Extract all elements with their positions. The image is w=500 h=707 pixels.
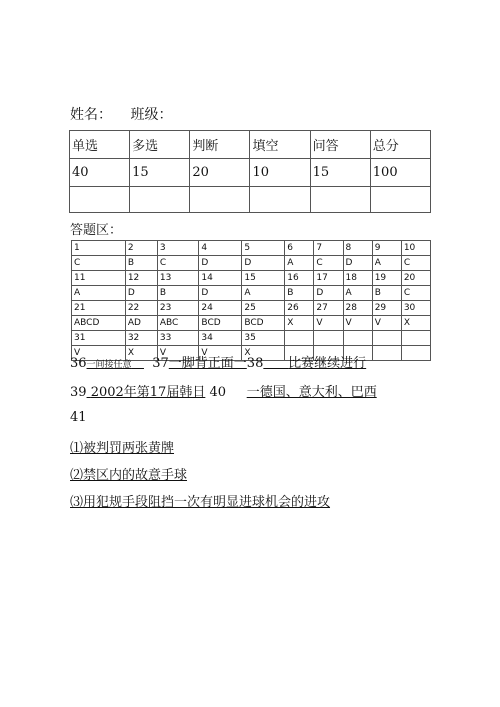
answer-grid-cell: 13 (157, 271, 199, 286)
answer-grid-cell: 3 (157, 241, 199, 256)
answer-grid-cell: B (372, 286, 401, 301)
answer-grid-cell: 19 (372, 271, 401, 286)
fill-line-36-38 (70, 352, 366, 371)
score-value-cell: 10 (250, 159, 310, 187)
answer-grid-cell: 14 (199, 271, 242, 286)
answer-grid-row (72, 331, 431, 346)
answer-grid-cell: 24 (199, 301, 242, 316)
q39-answer: 2002年第17届韩日 (90, 385, 206, 400)
answer-grid-cell: 31 (72, 331, 126, 346)
answer-grid-cell: 10 (401, 241, 430, 256)
score-blank-cell (190, 187, 250, 213)
answer-grid-cell: A (242, 286, 285, 301)
q38-answer: 比赛继续进行 (288, 356, 367, 371)
answer-grid-cell: 27 (314, 301, 343, 316)
answer-grid-cell: ABCD (72, 316, 126, 331)
answer-grid-cell: 20 (401, 271, 430, 286)
score-header-cell: 多选 (130, 131, 190, 159)
answer-grid-cell (343, 331, 372, 346)
answer-grid-row (72, 241, 431, 256)
q40-number: 40 (209, 385, 227, 400)
answer-grid-cell: C (401, 256, 430, 271)
answer-grid-cell: 34 (199, 331, 242, 346)
answer-grid-cell: ABC (157, 316, 199, 331)
answer-grid-cell: B (157, 286, 199, 301)
score-value-cell: 15 (310, 159, 370, 187)
answer-grid-cell: 15 (242, 271, 285, 286)
answer-grid-cell: 2 (125, 241, 157, 256)
score-value-cell: 40 (70, 159, 130, 187)
answer-grid-cell: C (401, 286, 430, 301)
answer-grid-cell: 18 (343, 271, 372, 286)
q37-number: 37 (152, 356, 169, 371)
answer-grid-cell: 29 (372, 301, 401, 316)
answer-grid-cell: X (242, 346, 285, 361)
q36-number: 36 (70, 356, 87, 371)
answer-grid-cell: 16 (285, 271, 314, 286)
answer-area-label: 答题区： (70, 223, 123, 238)
answer-grid-cell (285, 331, 314, 346)
answer-grid-cell (401, 346, 430, 361)
answer-grid-cell: D (199, 286, 242, 301)
answer-grid-cell: 35 (242, 331, 285, 346)
q40-answer: 一德国、意大利、巴西 (246, 385, 377, 400)
answer-grid-row (72, 301, 431, 316)
score-header-cell: 问答 (310, 131, 370, 159)
score-header-cell: 总分 (370, 131, 430, 159)
answer-grid-cell: C (157, 256, 199, 271)
answer-grid-cell: X (285, 316, 314, 331)
answer-grid-cell: 23 (157, 301, 199, 316)
answer-grid-cell: 9 (372, 241, 401, 256)
answer-grid-cell: D (343, 256, 372, 271)
answer-grid-cell: B (285, 286, 314, 301)
q36-answer: 一间接任意 (86, 360, 132, 370)
answer-grid-cell: 7 (314, 241, 343, 256)
answer-grid-cell: 11 (72, 271, 126, 286)
answer-grid-row (72, 286, 431, 301)
q38-number: 38 (246, 356, 264, 371)
answer-grid-row (72, 316, 431, 331)
answer-grid-cell: BCD (199, 316, 242, 331)
score-blank-cell (130, 187, 190, 213)
answer-grid-cell: 6 (285, 241, 314, 256)
answer-grid-cell: A (343, 286, 372, 301)
fill-line-39-40 (70, 381, 377, 400)
answer-grid-cell: V (343, 316, 372, 331)
answer-grid-cell: V (72, 346, 126, 361)
answer-grid-row (72, 271, 431, 286)
name-label: 姓名： (70, 107, 112, 123)
answer-grid-cell: B (125, 256, 157, 271)
answer-grid-cell: V (157, 346, 199, 361)
answer-grid-cell: BCD (242, 316, 285, 331)
answer-grid-cell: 12 (125, 271, 157, 286)
score-value-cell: 20 (190, 159, 250, 187)
answer-grid-cell: 5 (242, 241, 285, 256)
class-label: 班级： (130, 107, 173, 123)
score-table (69, 130, 431, 213)
answer-grid-cell: V (199, 346, 242, 361)
score-blank-cell (370, 187, 430, 213)
answer-grid-cell: 21 (72, 301, 126, 316)
answer-grid-table (71, 240, 431, 361)
answer-grid-cell: AD (125, 316, 157, 331)
q41-item: ⑴被判罚两张黄牌 (70, 441, 175, 456)
answer-grid-cell: V (314, 316, 343, 331)
answer-grid-cell: 4 (199, 241, 242, 256)
score-blank-cell (70, 187, 130, 213)
answer-grid-cell: A (72, 286, 126, 301)
answer-grid-cell: D (314, 286, 343, 301)
student-info-line (70, 104, 186, 124)
answer-grid-cell: 28 (343, 301, 372, 316)
answer-grid-cell: 25 (242, 301, 285, 316)
answer-grid-row (72, 256, 431, 271)
q39-number: 39 (70, 385, 87, 400)
answer-grid-cell (372, 331, 401, 346)
answer-grid-cell: 8 (343, 241, 372, 256)
score-table-blank-row (70, 187, 431, 213)
answer-grid-cell: 26 (285, 301, 314, 316)
answer-grid-cell (314, 331, 343, 346)
score-table-header-row (70, 131, 431, 159)
answer-grid-cell: 33 (157, 331, 199, 346)
answer-grid-cell: V (372, 316, 401, 331)
score-value-cell: 15 (130, 159, 190, 187)
answer-grid-cell: 17 (314, 271, 343, 286)
score-table-value-row (70, 159, 431, 187)
answer-grid-cell: 30 (401, 301, 430, 316)
score-blank-cell (310, 187, 370, 213)
q41-item: ⑵禁区内的故意手球 (70, 468, 188, 483)
answer-grid-cell: A (285, 256, 314, 271)
score-header-cell: 判断 (190, 131, 250, 159)
answer-grid-cell: D (242, 256, 285, 271)
answer-grid-cell (401, 331, 430, 346)
answer-grid-cell (372, 346, 401, 361)
answer-grid-cell: D (125, 286, 157, 301)
answer-grid-cell: 32 (125, 331, 157, 346)
answer-grid-cell: 22 (125, 301, 157, 316)
answer-grid-cell: C (72, 256, 126, 271)
answer-grid-cell: C (314, 256, 343, 271)
answer-grid-cell: X (401, 316, 430, 331)
q41-item: ⑶用犯规手段阻挡一次有明显进球机会的进攻 (70, 495, 331, 510)
answer-grid-cell: X (125, 346, 157, 361)
score-blank-cell (250, 187, 310, 213)
answer-grid-cell: A (372, 256, 401, 271)
score-header-cell: 单选 (70, 131, 130, 159)
q37-answer: 一脚背正面一 (168, 356, 247, 371)
score-header-cell: 填空 (250, 131, 310, 159)
q41-number: 41 (70, 410, 87, 425)
answer-grid-cell: D (199, 256, 242, 271)
score-value-cell: 100 (370, 159, 430, 187)
answer-grid-cell: 1 (72, 241, 126, 256)
